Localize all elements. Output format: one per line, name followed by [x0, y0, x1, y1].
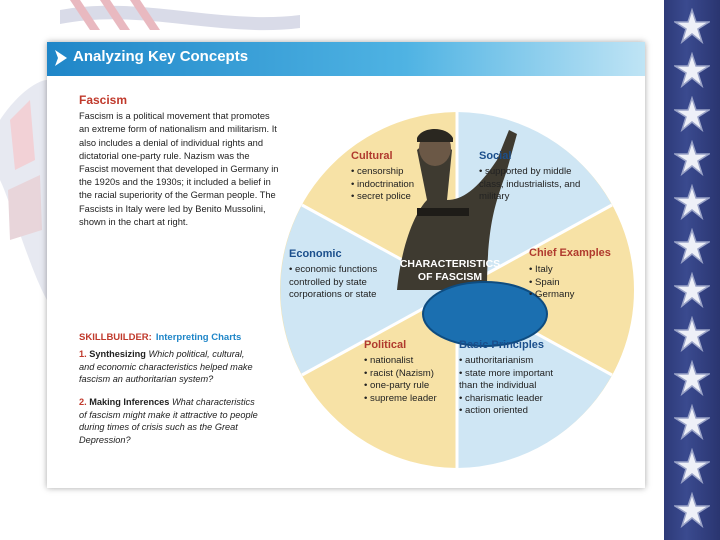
star-icon — [674, 360, 710, 396]
skillbuilder-heading — [79, 332, 241, 343]
question-2 — [79, 396, 259, 446]
list-item: • one-party rule — [364, 380, 454, 393]
list-item: • nationalist — [364, 355, 454, 368]
star-icon — [674, 140, 710, 176]
basic-principles-title: Basic Principles — [459, 339, 544, 351]
skillbuilder-label: SKILLBUILDER: — [79, 332, 152, 343]
chief-examples-list — [529, 264, 619, 302]
header-bar — [47, 42, 645, 76]
list-item: • secret police — [351, 191, 441, 204]
question-lead: Synthesizing — [89, 349, 146, 359]
star-icon — [674, 404, 710, 440]
question-text: What characteristics of fascism might make it attractive to people during times of crisis such as the Great Depression? — [79, 397, 258, 445]
list-item: • Spain — [529, 277, 619, 290]
list-item: • censorship — [351, 166, 441, 179]
star-icon — [674, 184, 710, 220]
definition-title: Fascism — [79, 93, 128, 107]
question-lead: Making Inferences — [89, 397, 170, 407]
list-item: • supported by middle class, industrialists, and military — [479, 166, 583, 204]
question-number: 1. — [79, 349, 87, 359]
list-item: • charismatic leader — [459, 393, 569, 406]
list-item: • racist (Nazism) — [364, 368, 454, 381]
definition-body: Fascism is a political movement that promotes an extreme form of nationalism and militarism. It also includes a denial of individual rights and dictatorial one-party rule. Nazism was the Fascist movement that developed in Germany in the 1920s and the 1930s; it included a belief in the racial superiority of the German people. The Fascists in Italy were led by Benito Mussolini, shown in the chart at right. — [79, 111, 279, 227]
economic-title: Economic — [289, 248, 342, 260]
star-icon — [674, 96, 710, 132]
cultural-list — [351, 166, 441, 204]
list-item: • authoritarianism — [459, 355, 569, 368]
social-title: Social — [479, 150, 512, 162]
list-item: • Germany — [529, 289, 619, 302]
wheel-center-label: CHARACTERISTICS OF FASCISM — [399, 258, 501, 283]
chief-examples-title: Chief Examples — [529, 247, 611, 259]
political-title: Political — [364, 339, 407, 351]
economic-list — [289, 264, 387, 302]
concept-card — [47, 42, 645, 488]
chevron-icon — [55, 50, 67, 66]
skillbuilder-subtitle: Interpreting Charts — [155, 332, 242, 343]
question-text: Which political, cultural, and economic characteristics helped make fascism an authoritarian system? — [79, 349, 253, 384]
page-title: Analyzing Key Concepts — [73, 48, 249, 65]
star-icon — [674, 52, 710, 88]
cultural-title: Cultural — [351, 150, 393, 162]
star-icon — [674, 228, 710, 264]
list-item: • indoctrination — [351, 179, 441, 192]
question-1 — [79, 348, 259, 386]
star-icon — [674, 492, 710, 528]
list-item: • action oriented — [459, 405, 569, 418]
list-item: • supreme leader — [364, 393, 454, 406]
star-icon — [674, 272, 710, 308]
question-number: 2. — [79, 397, 87, 407]
political-list — [364, 355, 454, 405]
list-item: • Italy — [529, 264, 619, 277]
definition-block — [79, 94, 279, 229]
star-icon — [674, 8, 710, 44]
social-list — [479, 166, 583, 204]
star-border — [664, 0, 720, 540]
basic-principles-list — [459, 355, 569, 418]
list-item: • economic functions controlled by state corporations or state — [289, 264, 387, 302]
list-item: • state more important than the individual — [459, 368, 569, 393]
star-icon — [674, 316, 710, 352]
star-icon — [674, 448, 710, 484]
